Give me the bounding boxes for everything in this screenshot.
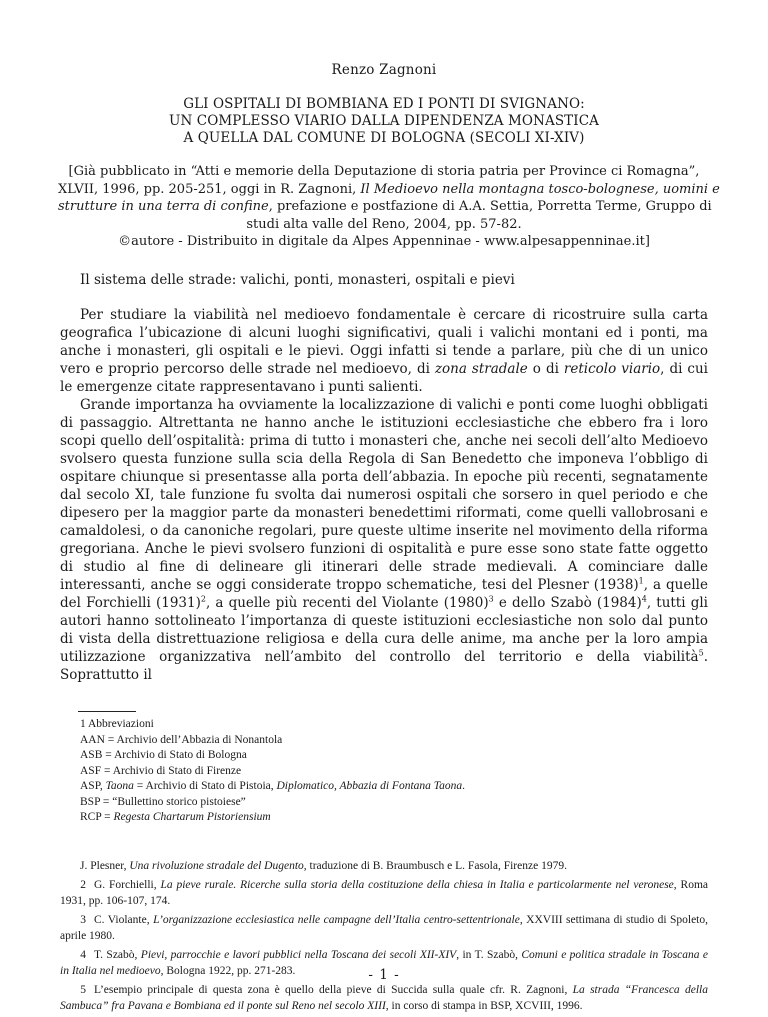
footnote-number: 4 — [80, 949, 86, 961]
footnote: 5 L’esempio principale di questa zona è quello della pieve di Succida sulla quale cfr. R. Zagnoni, La strada “Francesca della Sambuca” fra Pavana e Bombiana ed il ponte sul Reno nel secolo XIII, in corso di stampa in BSP, XCVIII, 1996. — [60, 984, 708, 1012]
abbreviation-line: ASP, Taona = Archivio di Stato di Pistoia, Diplomatico, Abbazia di Fontana Taona. — [80, 780, 465, 792]
paragraph: Per studiare la viabilità nel medioevo fondamentale è cercare di ricostruire sulla carta geografica l’ubicazione di alcuni luoghi significativi, quali i valichi montani ed i ponti, ma anche i monasteri, gli ospitali e le pievi. Oggi infatti si tende a parlare, più che di un unico vero e proprio percorso delle strade nel medioevo, di zona stradale o di reticolo viario, di cui le emergenze citate rappresentavano i punti salienti. — [60, 307, 708, 395]
title-line: GLI OSPITALI DI BOMBIANA ED I PONTI DI SVIGNANO: — [183, 96, 585, 112]
abbreviation-line: ASF = Archivio di Stato di Firenze — [80, 764, 242, 777]
note-line: XLVII, 1996, pp. 205-251, oggi in R. Zagnoni, Il Medioevo nella montagna tosco-bolognese, uomini e — [58, 181, 720, 197]
page-number: - 1 - — [368, 967, 400, 983]
author-name: Renzo Zagnoni — [331, 62, 437, 78]
footnote: J. Plesner, Una rivoluzione stradale del Dugento, traduzione di B. Braumbusch e L. Fasola, Firenze 1979. — [80, 860, 567, 872]
publication-note — [58, 163, 720, 251]
abbreviation-line: ASB = Archivio di Stato di Bologna — [80, 749, 247, 761]
body-text — [60, 306, 708, 684]
paragraph: Grande importanza ha ovviamente la localizzazione di valichi e ponti come luoghi obbligati di passaggio. Altrettanta ne hanno anche le istituzioni ecclesiastiche che ebbero fra i loro scopi quello dell’ospitalità: prima di tutto i monasteri che, anche nei secoli dell’alto Medioevo svolsero questa funzione sulla scia della Regola di San Benedetto che imponeva l’obbligo di ospitare chiunque si presentasse alla porta dell’abbazia. In epoche più recenti, segnatamente dal secolo XI, tale funzione fu svolta dai numerosi ospitali che sorsero in quel periodo e che dipesero per la maggior parte da monasteri benedettimi riformati, come quelli vallobrosani e camaldolesi, o da canoniche regolari, pure queste ultime inserite nel movimento della riforma gregoriana. Anche le pievi svolsero funzioni di ospitalità e pure esse sono state fatte oggetto di studio al fine di delineare gli itinerari delle strade medievali. A cominciare dalle interessanti, anche se oggi considerate troppo schematiche, tesi del Plesner $(1938)^1$, a quelle del Forchielli $(1931)^2$, a quelle più recenti del Violante $(1980)^3$ e dello Szabò $(1984)^4$, tutti gli autori hanno sottolineato l’importanza di queste istituzioni ecclesiastiche non solo dal punto di vista della distrettuazione religiosa e della cura delle anime, ma anche per la loro ampia utilizzazione organizzativa nell’ambito del controllo del territorio e della viabilità$^5$. Soprattutto il — [60, 397, 708, 683]
note-line: studi alta valle del Reno, 2004, pp. 57-82. — [246, 216, 522, 232]
footnote-number: 3 — [80, 914, 86, 926]
footnote-number: 2 — [80, 879, 86, 891]
footnote: 2 G. Forchielli, La pieve rurale. Ricerche sulla storia della costituzione della chiesa in Italia e particolarmente nel veronese, Roma 1931, pp. 106-107, 174. — [60, 879, 708, 907]
footnote-divider — [78, 711, 136, 712]
footnote-ref[interactable]: 2 — [200, 594, 206, 604]
footnote-ref[interactable]: 1 — [638, 576, 644, 586]
footnote-ref[interactable]: 3 — [488, 594, 494, 604]
footnote-ref[interactable]: 4 — [641, 594, 647, 604]
section-heading: Il sistema delle strade: valichi, ponti, monasteri, ospitali e pievi — [80, 272, 515, 288]
title-line: UN COMPLESSO VIARIO DALLA DIPENDENZA MONASTICA — [169, 113, 599, 129]
article-title — [60, 96, 708, 147]
abbreviation-line: AAN = Archivio dell’Abbazia di Nonantola — [80, 733, 283, 746]
footnote-ref[interactable]: 5 — [698, 648, 704, 658]
footnote: 4 T. Szabò, Pievi, parrocchie e lavori pubblici nella Toscana dei secoli XII-XIV, in T. Szabò, Comuni e politica stradale in Toscana e in Italia nel medioevo, Bologna 1922, pp. 271-283. — [60, 949, 709, 977]
title-line: A QUELLA DAL COMUNE DI BOLOGNA (SECOLI XI-XIV) — [183, 130, 585, 146]
footnote-number: 5 — [80, 984, 86, 996]
footnote: 3 C. Violante, L’organizzazione ecclesiastica nelle campagne dell’Italia centro-settentrionale, XXVIII settimana di studio di Spoleto, aprile 1980. — [60, 914, 708, 942]
note-line: [Già pubblicato in “Atti e memorie della Deputazione di storia patria per Province ci Romagna”, — [68, 164, 700, 179]
abbreviation-line: RCP = Regesta Chartarum Pistoriensium — [80, 811, 271, 823]
footnotes — [60, 858, 708, 1017]
note-line: ©autore - Distribuito in digitale da Alpes Appenninae - www.alpesappenninae.it] — [118, 234, 650, 249]
abbreviations-list — [80, 717, 465, 826]
abbreviation-line: 1 Abbreviazioni — [80, 718, 154, 730]
abbreviation-line: BSP = “Bullettino storico pistoiese” — [80, 795, 246, 808]
note-line: strutture in una terra di confine, prefazione e postfazione di A.A. Settia, Porretta Terme, Gruppo di — [58, 199, 712, 214]
